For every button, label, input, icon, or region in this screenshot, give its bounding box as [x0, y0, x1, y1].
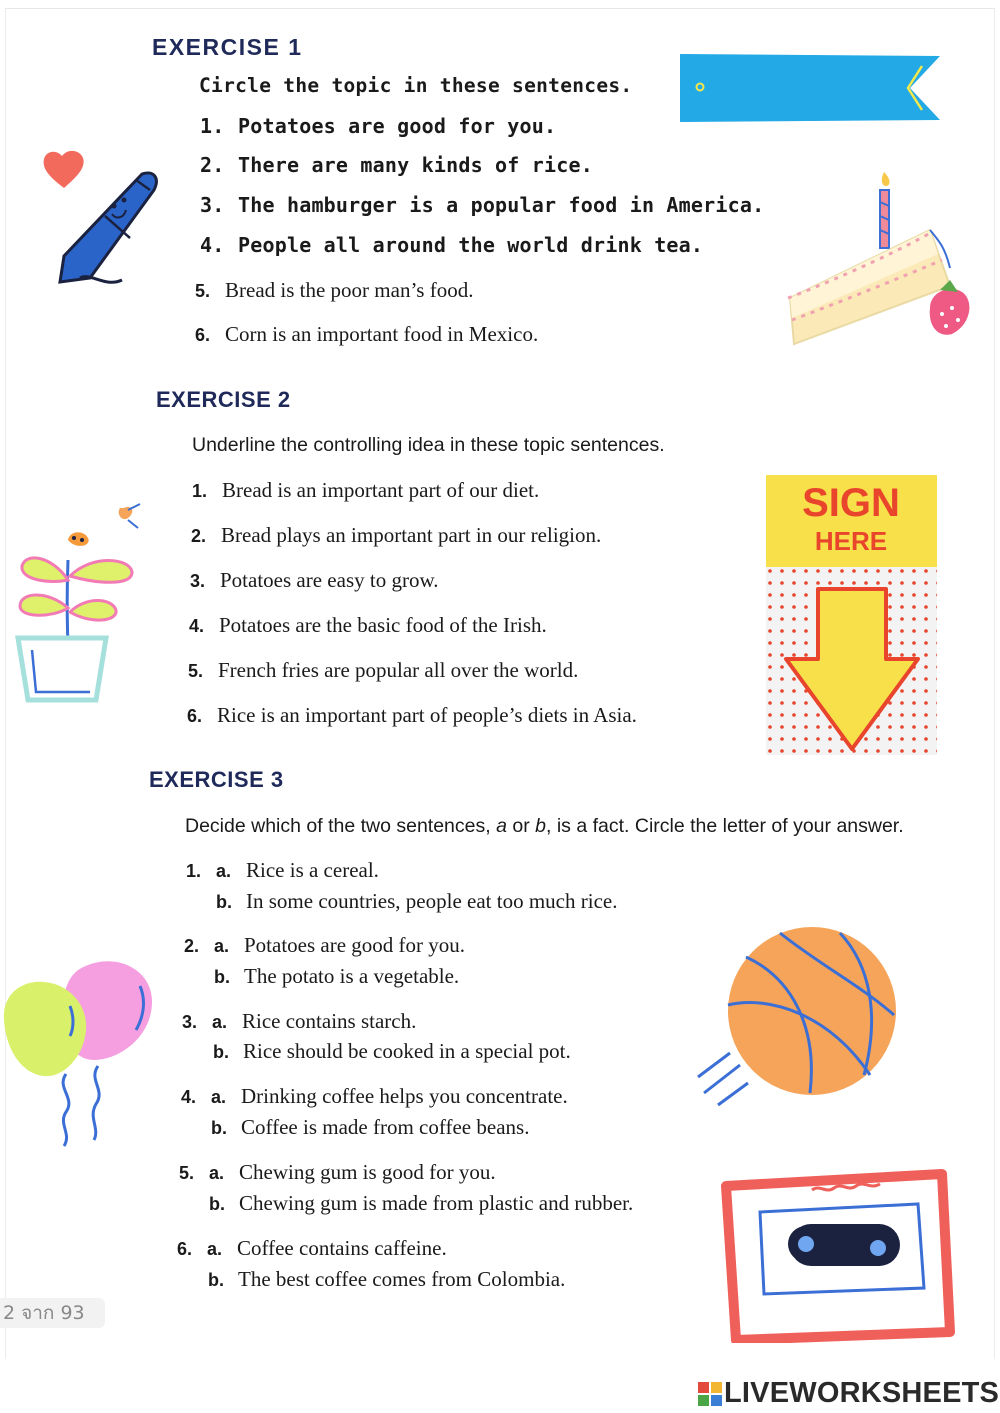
option-letter[interactable]: b. — [208, 1270, 224, 1290]
option-letter[interactable]: b. — [216, 892, 232, 912]
option-letter[interactable]: a. — [214, 936, 230, 956]
exercise3-option-b[interactable]: b. The potato is a vegetable. — [214, 964, 460, 988]
option-letter[interactable]: a. — [212, 1012, 228, 1032]
option-letter[interactable]: b. — [213, 1042, 229, 1062]
item-number: 1. — [192, 481, 208, 501]
item-number: 1. — [200, 114, 225, 138]
exercise3-option-b[interactable]: b. Rice should be cooked in a special pot. — [213, 1039, 571, 1063]
ribbon-banner — [678, 52, 942, 124]
exercise1-item[interactable] — [200, 193, 764, 217]
item-text[interactable]: Potatoes are good for you. — [238, 114, 557, 138]
item-number: 4. — [189, 616, 205, 636]
liveworksheets-logo-icon — [698, 1382, 722, 1406]
item-number: 2. — [191, 526, 207, 546]
exercise1-item[interactable] — [200, 153, 593, 177]
exercise1-item[interactable] — [195, 322, 538, 347]
brand-logo — [698, 1377, 999, 1410]
exercise3-option-a[interactable]: 3. a. Rice contains starch. — [182, 1009, 417, 1033]
exercise2-instruction: Underline the controlling idea in these topic sentences. — [192, 434, 665, 456]
item-number: 3. — [200, 193, 225, 217]
option-letter[interactable]: a. — [209, 1163, 225, 1183]
exercise1-item[interactable] — [195, 278, 473, 303]
pen-icon — [50, 160, 165, 300]
exercise3-option-a[interactable]: 1. a. Rice is a cereal. — [186, 858, 379, 882]
option-letter[interactable]: b. — [211, 1118, 227, 1138]
cake-slice-icon — [780, 168, 980, 348]
here-text: HERE — [814, 526, 888, 556]
balloons-icon — [0, 950, 160, 1155]
plant-pot-icon — [12, 500, 147, 712]
item-text[interactable]: French fries are popular all over the world. — [218, 658, 579, 682]
item-text[interactable]: Rice is an important part of people’s diets in Asia. — [217, 703, 637, 727]
page-counter: 2 จาก 93 — [0, 1298, 105, 1328]
basketball-icon — [690, 925, 905, 1115]
exercise1-item[interactable] — [200, 233, 703, 257]
exercise3-option-a[interactable]: 6. a. Coffee contains caffeine. — [177, 1236, 447, 1260]
option-letter[interactable]: b. — [209, 1194, 225, 1214]
arrow-down-icon — [766, 567, 937, 755]
item-text[interactable]: Potatoes are the basic food of the Irish. — [219, 613, 547, 637]
exercise2-item[interactable] — [192, 478, 539, 503]
exercise1-heading: EXERCISE 1 — [152, 34, 303, 60]
cassette-tape-icon — [720, 1168, 960, 1343]
item-text[interactable]: There are many kinds of rice. — [238, 153, 593, 177]
brand-name: LIVEWORKSHEETS — [724, 1377, 1000, 1409]
item-text[interactable]: The hamburger is a popular food in America. — [238, 193, 765, 217]
item-number: 5. — [195, 281, 211, 301]
exercise3-option-b[interactable]: b. Coffee is made from coffee beans. — [211, 1115, 530, 1139]
exercise1-instruction: Circle the topic in these sentences. — [199, 74, 633, 97]
item-number: 4. — [200, 233, 225, 257]
sign-text: SIGN — [802, 481, 900, 525]
item-number: 6. — [195, 325, 211, 345]
item-number: 6. — [187, 706, 203, 726]
exercise3-option-a[interactable]: 2. a. Potatoes are good for you. — [184, 933, 466, 957]
exercise2-heading: EXERCISE 2 — [156, 387, 291, 412]
exercise3-option-b[interactable]: b. The best coffee comes from Colombia. — [208, 1267, 566, 1291]
item-text[interactable]: Bread is an important part of our diet. — [222, 478, 540, 502]
item-number: 2. — [200, 153, 225, 177]
exercise2-item[interactable] — [191, 523, 601, 548]
item-number: 3. — [190, 571, 206, 591]
exercise2-item[interactable] — [187, 703, 637, 728]
item-text[interactable]: Potatoes are easy to grow. — [220, 568, 439, 592]
item-text[interactable]: Bread is the poor man’s food. — [225, 278, 474, 302]
exercise2-item[interactable] — [188, 658, 578, 683]
item-text[interactable]: People all around the world drink tea. — [238, 233, 704, 257]
exercise2-item[interactable] — [190, 568, 439, 593]
option-letter[interactable]: a. — [207, 1239, 223, 1259]
exercise3-option-a[interactable]: 5. a. Chewing gum is good for you. — [179, 1160, 496, 1184]
exercise3-option-b[interactable]: b. In some countries, people eat too much rice. — [216, 889, 618, 913]
exercise3-option-a[interactable]: 4. a. Drinking coffee helps you concentrate. — [181, 1084, 568, 1108]
exercise3-option-b[interactable]: b. Chewing gum is made from plastic and rubber. — [209, 1191, 634, 1215]
option-letter[interactable]: a. — [216, 861, 232, 881]
item-text[interactable]: Corn is an important food in Mexico. — [225, 322, 539, 346]
item-number: 5. — [188, 661, 204, 681]
exercise3-instruction: Decide which of the two sentences, a or b, is a fact. Circle the letter of your answer. — [185, 815, 904, 837]
option-letter[interactable]: b. — [214, 967, 230, 987]
exercise2-item[interactable] — [189, 613, 547, 638]
exercise1-item[interactable] — [200, 114, 556, 138]
sign-here-sticker — [766, 475, 937, 755]
exercise3-heading: EXERCISE 3 — [149, 767, 284, 792]
item-text[interactable]: Bread plays an important part in our religion. — [221, 523, 602, 547]
option-letter[interactable]: a. — [211, 1087, 227, 1107]
